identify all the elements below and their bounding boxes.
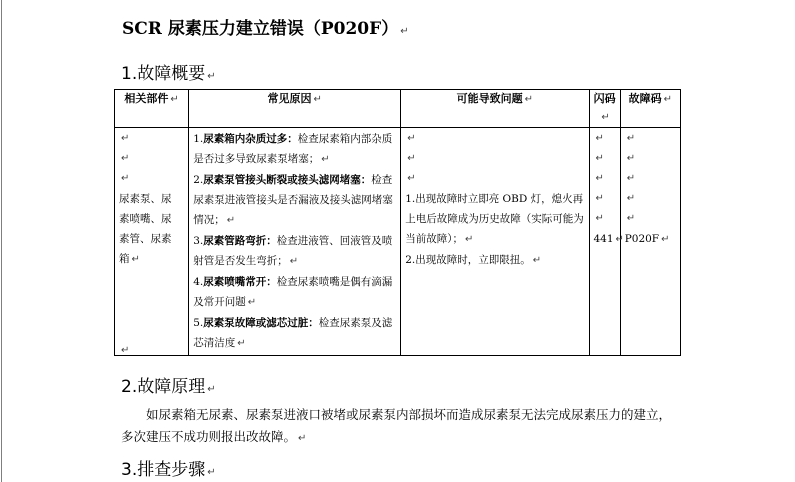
header-fault-code: 故障码 ↵ xyxy=(620,90,680,128)
cause-item: 4.尿素喷嘴常开：检查尿素喷嘴是偶有滴漏及常开问题 ↵ xyxy=(193,276,393,308)
cell-common-causes xyxy=(189,128,401,356)
cause-item: 3.尿素管路弯折：检查进液管、回液管及喷射管是否发生弯折； ↵ xyxy=(193,235,393,267)
paragraph-mark-icon: ↵ xyxy=(400,26,409,37)
paragraph-mark-icon: ↵ xyxy=(207,71,216,82)
cause-item: 2.尿素泵管接头断裂或接头滤网堵塞：检查尿素泵进液管接头是否漏液及接头滤网堵塞情况； ↵ xyxy=(193,174,393,226)
page-left-border xyxy=(1,0,2,482)
cause-item: 5.尿素泵故障或滤芯过脏：检查尿素泵及滤芯清洁度 ↵ xyxy=(193,317,393,349)
fault-summary-table xyxy=(114,89,681,356)
paragraph-mark-icon: ↵ xyxy=(207,384,216,395)
problem-item: 2.出现故障时，立即限扭。 ↵ xyxy=(405,254,542,266)
table-header-row xyxy=(115,90,681,128)
section-heading-overview: 1.故障概要 ↵ xyxy=(121,64,216,84)
header-related-parts: 相关部件 ↵ xyxy=(115,90,189,128)
cell-related-parts: ↵ ↵ ↵ 尿素泵、尿 素喷嘴、尿 素管、尿素 箱 ↵ xyxy=(115,128,189,356)
header-flash-code: 闪码↵ xyxy=(589,90,620,128)
problem-item: 1.出现故障时立即亮 OBD 灯，熄火再上电后故障成为历史故障（实际可能为当前故障）； ↵ xyxy=(405,193,584,245)
cell-fault-code: ↵ ↵ ↵ ↵ ↵ P020F ↵ xyxy=(620,128,680,356)
paragraph-mark-icon: ↵ xyxy=(207,467,216,478)
table-row xyxy=(115,128,681,356)
cell-possible-problems: ↵ ↵ ↵ 1.出现故障时立即亮 OBD 灯，熄火再上电后故障成为历史故障（实际可能为当前故障）； ↵ 2.出现故障时，立即限扭。 ↵ xyxy=(401,128,589,356)
section-heading-troubleshooting: 3.排查步骤 ↵ xyxy=(121,460,216,480)
cell-flash-code: ↵ ↵ ↵ ↵ ↵ 441 ↵ xyxy=(589,128,620,356)
header-common-causes: 常见原因 ↵ xyxy=(189,90,401,128)
paragraph-mark-icon: ↵ xyxy=(121,345,130,356)
principle-paragraph: 如尿素箱无尿素、尿素泵进液口被堵或尿素泵内部损坏而造成尿素泵无法完成尿素压力的建立，多次建压不成功则报出改故障。 ↵ xyxy=(121,407,672,444)
section-heading-principle: 2.故障原理 ↵ xyxy=(121,377,216,397)
header-possible-problems: 可能导致问题 ↵ xyxy=(401,90,589,128)
cause-item: 1.尿素箱内杂质过多：检查尿素箱内部杂质是否过多导致尿素泵堵塞； ↵ xyxy=(193,133,393,165)
document-title: SCR 尿素压力建立错误（P020F） ↵ xyxy=(122,19,409,39)
